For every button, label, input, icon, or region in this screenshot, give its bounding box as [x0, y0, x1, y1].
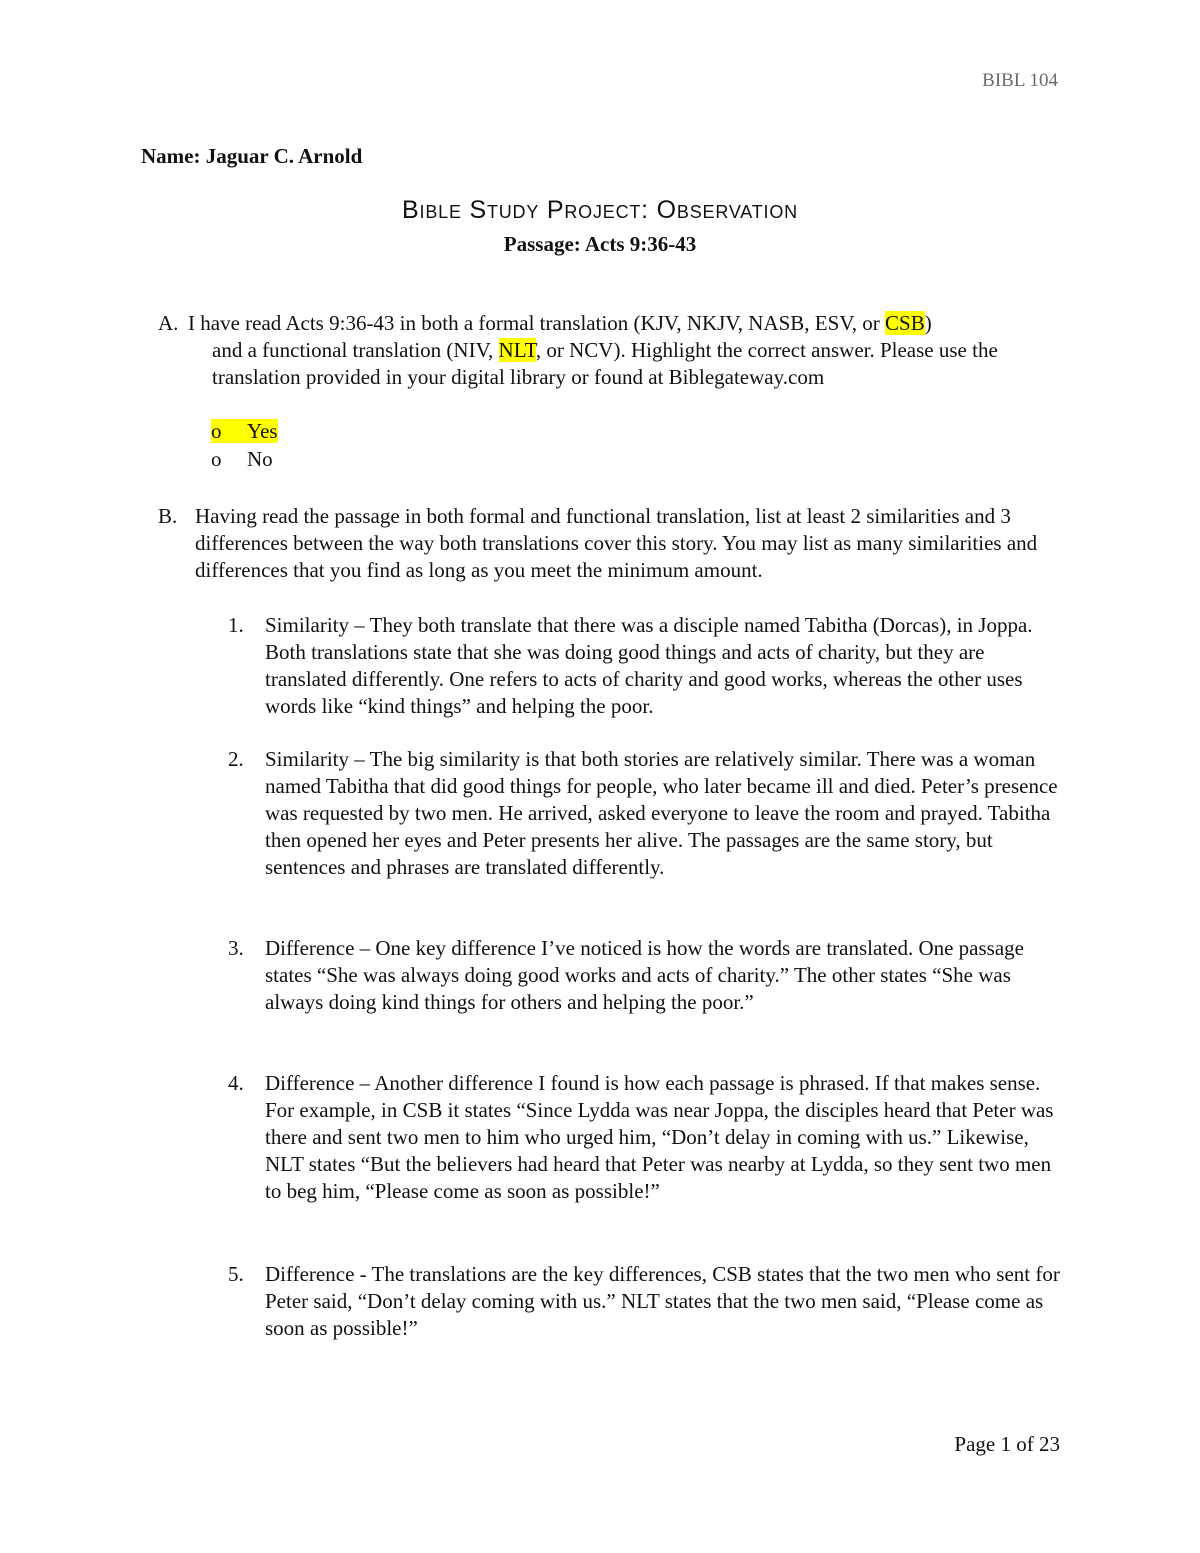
- list-item-number: 4.: [228, 1071, 244, 1095]
- list-item-text: Similarity – The big similarity is that both stories are relatively similar. There was a woman named Tabitha that did good things for people, who later became ill and died. Peter’s presence was requested by two men. He arrived, asked everyone to leave the room and prayed. Tabitha then opened her eyes and Peter presents her alive. The passages are the same story, but sentences and phrases are translated differently.: [265, 747, 1058, 879]
- list-item-text: Similarity – They both translate that there was a disciple named Tabitha (Dorcas), in Joppa. Both translations state that she was doing good things and acts of charity, but they are translated differently. One refers to acts of charity and good works, whereas the other uses words like “kind things” and helping the poor.: [265, 613, 1033, 718]
- page-title: Bible Study Project: Observation: [402, 196, 798, 224]
- list-item-number: 3.: [228, 936, 244, 960]
- option-bullet: o: [211, 419, 222, 443]
- option-label: No: [247, 447, 273, 471]
- student-name: Name: Jaguar C. Arnold: [141, 144, 363, 168]
- passage-reference: Passage: Acts 9:36-43: [503, 232, 697, 256]
- section-a-marker: A.: [158, 311, 179, 335]
- section-b: [158, 503, 1068, 584]
- list-item-number: 1.: [228, 613, 244, 637]
- page-number: Page 1 of 23: [954, 1432, 1060, 1456]
- list-item-text: Difference – Another difference I found is how each passage is phrased. If that makes sense. For example, in CSB it states “Since Lydda was near Joppa, the disciples heard that Peter was there and sent two men to him who urged him, “Don’t delay in coming with us.” Likewise, NLT states “But the believers had heard that Peter was nearby at Lydda, so they sent two men to beg him, “Please come as soon as possible!”: [265, 1071, 1054, 1203]
- section-b-marker: B.: [158, 504, 178, 528]
- section-a-text: I have read Acts 9:36-43 in both a formal translation (KJV, NKJV, NASB, ESV, or CSB) and a functional translation (NIV, NLT, or NCV). Highlight the correct answer. Please use the translation provided in your digital library or found at Biblegateway.com: [188, 311, 998, 389]
- list-item-number: 2.: [228, 747, 244, 771]
- section-a: [158, 310, 1078, 391]
- list-item-number: 5.: [228, 1262, 244, 1286]
- list-item-text: Difference - The translations are the key differences, CSB states that the two men who sent for Peter said, “Don’t delay coming with us.” NLT states that the two men said, “Please come as soon as possible!”: [265, 1262, 1060, 1340]
- course-code: BIBL 104: [982, 70, 1058, 91]
- highlight-nlt: NLT: [498, 338, 536, 362]
- highlight-csb: CSB: [885, 311, 925, 335]
- list-item: [228, 1070, 1068, 1205]
- option-no[interactable]: [211, 446, 273, 473]
- list-item: [228, 1261, 1068, 1342]
- list-item: [228, 935, 1068, 1016]
- option-bullet: o: [211, 447, 222, 471]
- section-b-text: Having read the passage in both formal and functional translation, list at least 2 similarities and 3 differences between the way both translations cover this story. You may list as many similarities and differences that you find as long as you meet the minimum amount.: [195, 504, 1038, 582]
- option-label: Yes: [247, 419, 278, 443]
- option-yes[interactable]: [211, 418, 278, 445]
- list-item: [228, 612, 1068, 720]
- list-item: [228, 746, 1068, 881]
- list-item-text: Difference – One key difference I’ve noticed is how the words are translated. One passage states “She was always doing good works and acts of charity.” The other states “She was always doing kind things for others and helping the poor.”: [265, 936, 1024, 1014]
